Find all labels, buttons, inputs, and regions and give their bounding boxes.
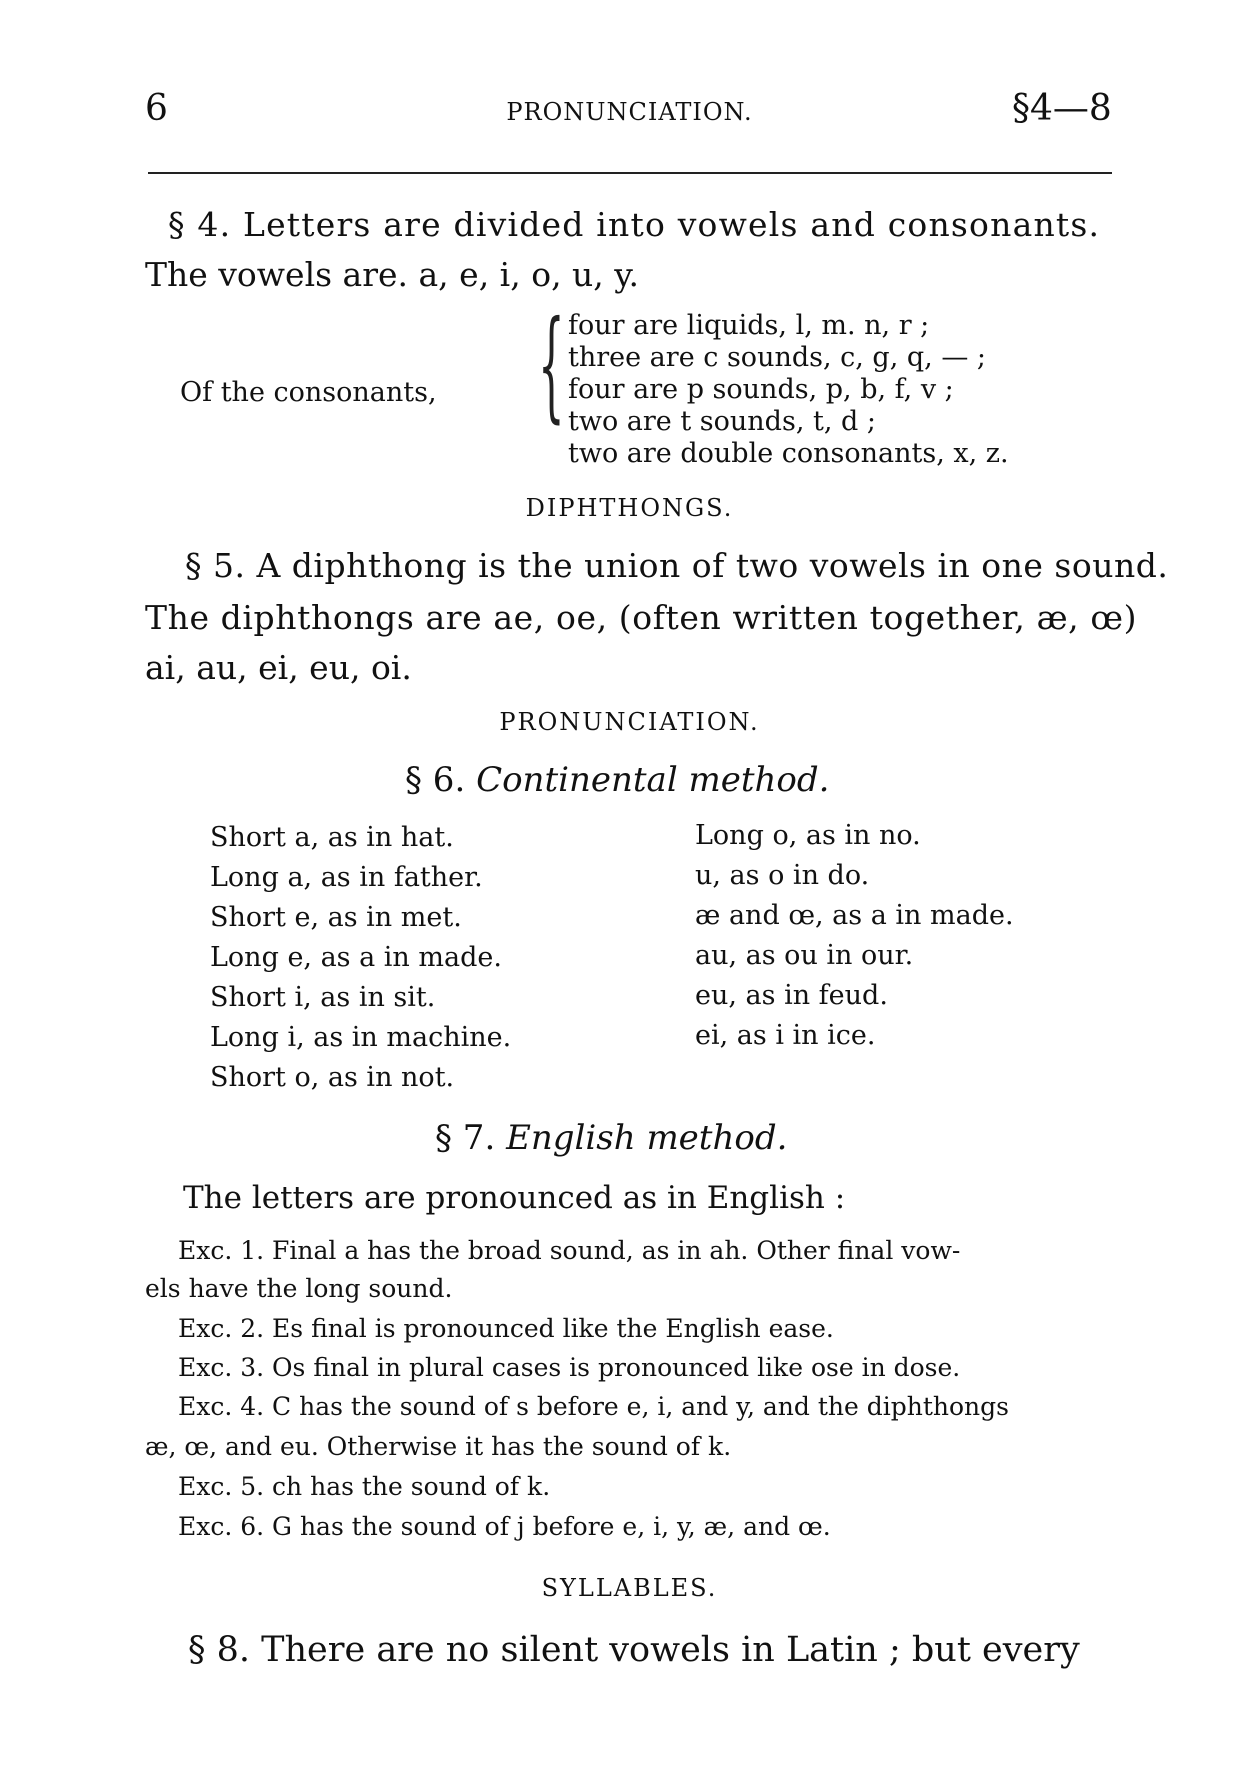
exception-line-3: Exc. 2. Es final is pronounced like the English ease. <box>178 1314 834 1343</box>
continental-right-2: u, as o in do. <box>695 860 870 891</box>
continental-left-7: Short o, as in not. <box>210 1062 455 1093</box>
continental-left-2: Long a, as in father. <box>210 862 483 893</box>
continental-left-5: Short i, as in sit. <box>210 982 436 1013</box>
s4-line-1: § 4. Letters are divided into vowels and consonants. <box>168 205 1101 244</box>
page-number: 6 <box>145 88 168 129</box>
consonants-label: Of the consonants, <box>180 377 437 408</box>
continental-left-4: Long e, as a in made. <box>210 942 502 973</box>
diphthongs-heading: DIPHTHONGS. <box>525 494 734 522</box>
s5-line-3: ai, au, ei, eu, oi. <box>145 648 412 687</box>
s7-title <box>435 1118 787 1158</box>
s6-title-text: Continental method. <box>476 760 830 800</box>
s8-line-1: § 8. There are no silent vowels in Latin ; but every <box>188 1630 1080 1670</box>
s6-title-number: § 6. <box>405 760 466 800</box>
s5-line-1: § 5. A diphthong is the union of two vowels in one sound. <box>185 546 1169 585</box>
continental-right-5: eu, as in feud. <box>695 980 888 1011</box>
s4-line-2: The vowels are. a, e, i, o, u, y. <box>145 255 640 294</box>
consonant-group-3: four are p sounds, p, b, f, v ; <box>568 374 954 405</box>
exception-line-7: Exc. 5. ch has the sound of k. <box>178 1472 551 1501</box>
exception-line-6: æ, œ, and eu. Otherwise it has the sound of k. <box>145 1432 732 1461</box>
continental-left-3: Short e, as in met. <box>210 902 462 933</box>
consonant-group-2: three are c sounds, c, g, q, — ; <box>568 342 987 373</box>
s7-title-number: § 7. <box>435 1118 496 1158</box>
exception-line-5: Exc. 4. C has the sound of s before e, i, and y, and the diphthongs <box>178 1392 1009 1421</box>
exception-line-1: Exc. 1. Final a has the broad sound, as in ah. Other final vow- <box>178 1236 961 1265</box>
pronunciation-heading: PRONUNCIATION. <box>499 708 760 736</box>
s6-title <box>405 760 829 800</box>
exception-line-8: Exc. 6. G has the sound of j before e, i, y, æ, and œ. <box>178 1512 831 1541</box>
continental-right-3: æ and œ, as a in made. <box>695 900 1014 931</box>
syllables-heading: SYLLABLES. <box>541 1574 718 1602</box>
consonant-group-4: two are t sounds, t, d ; <box>568 406 876 437</box>
s7-title-text: English method. <box>506 1118 788 1158</box>
header-rule <box>148 172 1112 174</box>
running-title: PRONUNCIATION. <box>506 98 753 126</box>
consonant-group-5: two are double consonants, x, z. <box>568 438 1009 469</box>
continental-right-4: au, as ou in our. <box>695 940 914 971</box>
brace-icon: { <box>538 296 565 435</box>
s5-line-2: The diphthongs are ae, oe, (often written together, æ, œ) <box>145 598 1138 637</box>
continental-right-6: ei, as i in ice. <box>695 1020 876 1051</box>
consonant-group-1: four are liquids, l, m. n, r ; <box>568 310 930 341</box>
continental-left-6: Long i, as in machine. <box>210 1022 512 1053</box>
continental-left-1: Short a, as in hat. <box>210 822 454 853</box>
section-range: §4—8 <box>1012 88 1112 129</box>
exception-line-2: els have the long sound. <box>145 1274 453 1303</box>
s7-intro: The letters are pronounced as in English : <box>183 1180 846 1216</box>
continental-right-1: Long o, as in no. <box>695 820 921 851</box>
exception-line-4: Exc. 3. Os final in plural cases is pronounced like ose in dose. <box>178 1353 961 1382</box>
